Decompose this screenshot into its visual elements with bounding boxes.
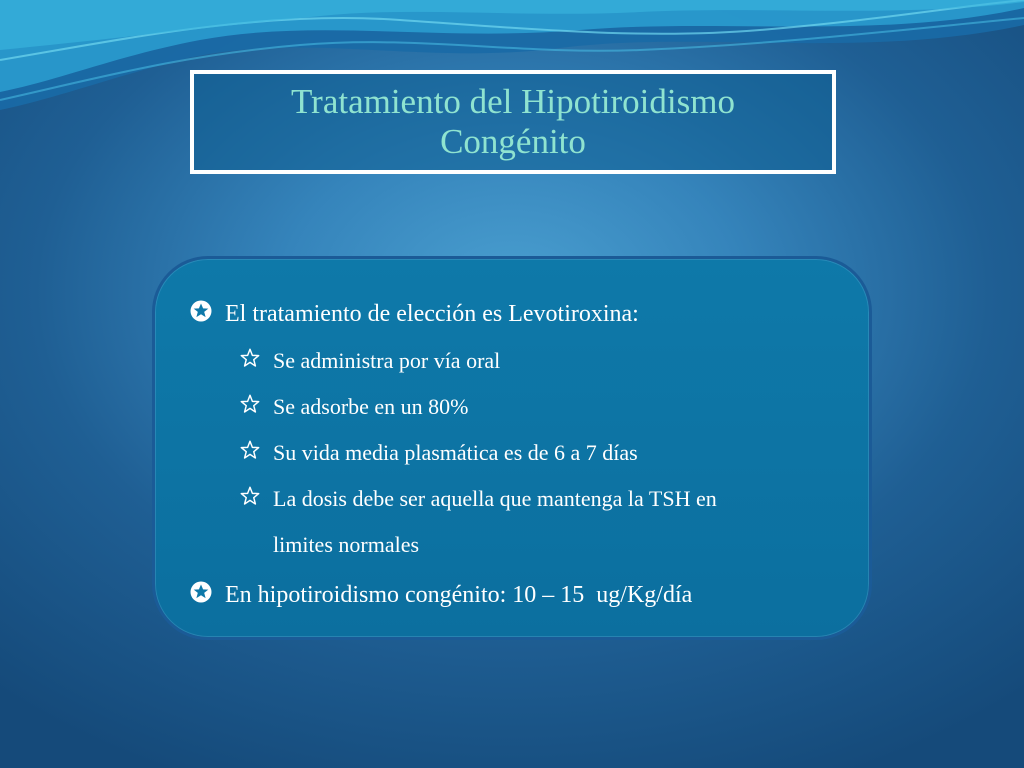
bullet-item	[189, 580, 692, 610]
star-circle-icon	[189, 580, 225, 604]
slide-title-box	[190, 70, 836, 174]
star-outline-icon	[239, 430, 273, 461]
bullet-item	[189, 299, 639, 329]
sub-bullet-item	[239, 338, 500, 384]
sub-bullet-text-line-2: limites normales	[273, 532, 420, 557]
bullet-text: En hipotiroidismo congénito: 10 – 15 ug/Kg/día	[225, 582, 693, 608]
star-outline-icon	[239, 476, 273, 507]
content-box	[152, 256, 872, 640]
star-outline-icon	[239, 338, 273, 369]
sub-bullet-item	[239, 476, 717, 568]
sub-bullet-item	[239, 430, 638, 476]
star-circle-icon	[189, 299, 225, 323]
sub-bullet-text: Se administra por vía oral	[273, 348, 501, 373]
sub-bullet-text: Su vida media plasmática es de 6 a 7 días	[273, 440, 638, 465]
sub-bullet-text: Se adsorbe en un 80%	[273, 394, 469, 419]
sub-bullet-text	[273, 476, 717, 568]
slide-title-line-1: Tratamiento del Hipotiroidismo	[291, 82, 735, 121]
slide-title-line-2: Congénito	[440, 122, 586, 161]
bullet-text: El tratamiento de elección es Levotiroxina:	[225, 301, 639, 327]
sub-bullet-item	[239, 384, 469, 430]
star-outline-icon	[239, 384, 273, 415]
sub-bullet-text-line-1: La dosis debe ser aquella que mantenga la TSH en	[273, 486, 717, 511]
